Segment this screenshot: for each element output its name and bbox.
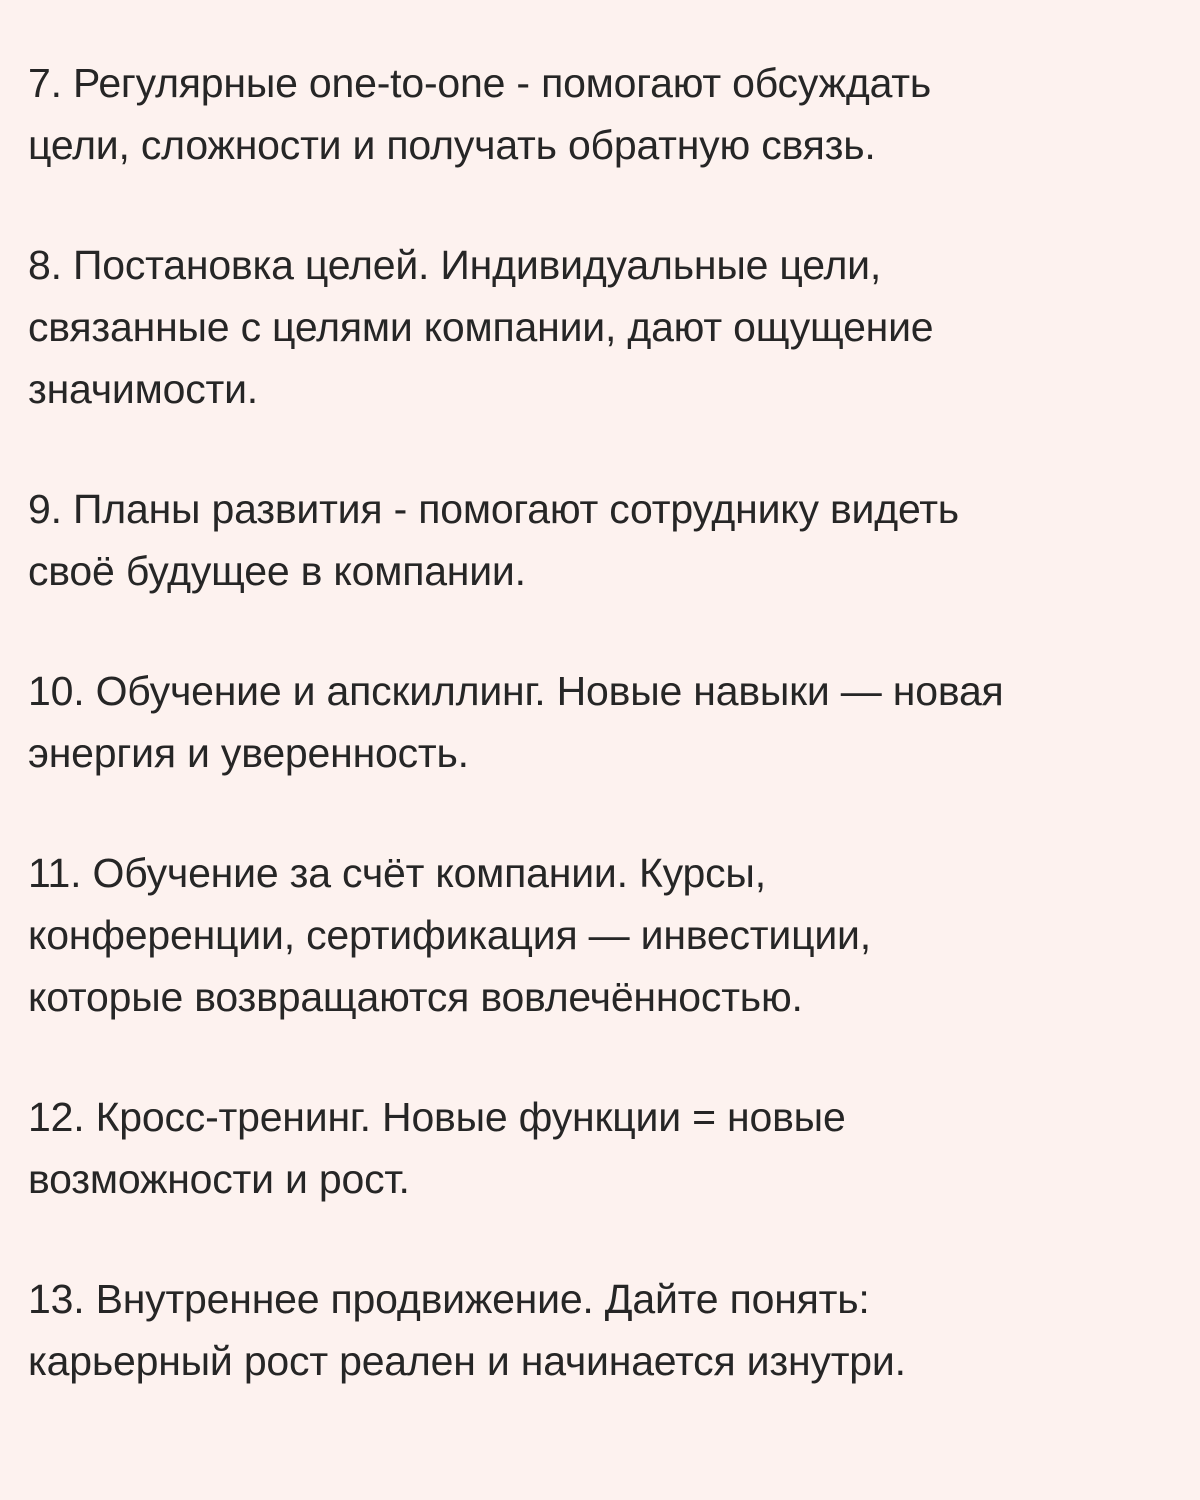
list-item-text-line: 7. Регулярные one-to-one - помогают обсуждать <box>28 60 932 106</box>
list-item-text-line: 13. Внутреннее продвижение. Дайте понять: <box>28 1276 870 1322</box>
list-item-text-line: карьерный рост реален и начинается изнутри. <box>28 1338 906 1384</box>
list-item-8 <box>28 234 1160 420</box>
list-item-text-line: своё будущее в компании. <box>28 548 526 594</box>
list-item-text-line: 8. Постановка целей. Индивидуальные цели, <box>28 242 882 288</box>
list-item-text-line: энергия и уверенность. <box>28 730 469 776</box>
list-item-7 <box>28 52 1160 176</box>
list-item-text-line: 11. Обучение за счёт компании. Курсы, <box>28 850 766 896</box>
list-item-text-line: 10. Обучение и апскиллинг. Новые навыки — новая <box>28 668 1004 714</box>
list-item-13 <box>28 1268 1160 1392</box>
list-item-9 <box>28 478 1160 602</box>
list-item-text-line: значимости. <box>28 366 258 412</box>
list-item-text-line: возможности и рост. <box>28 1156 410 1202</box>
list-item-11 <box>28 842 1160 1028</box>
list-item-12 <box>28 1086 1160 1210</box>
list-item-text-line: связанные с целями компании, дают ощущение <box>28 304 934 350</box>
list-item-text-line: цели, сложности и получать обратную связь. <box>28 122 876 168</box>
list-item-text-line: которые возвращаются вовлечённостью. <box>28 974 803 1020</box>
list-item-text-line: 9. Планы развития - помогают сотруднику видеть <box>28 486 959 532</box>
list-item-text-line: 12. Кросс-тренинг. Новые функции = новые <box>28 1094 846 1140</box>
list-item-text-line: конференции, сертификация — инвестиции, <box>28 912 871 958</box>
list-item-10 <box>28 660 1160 784</box>
